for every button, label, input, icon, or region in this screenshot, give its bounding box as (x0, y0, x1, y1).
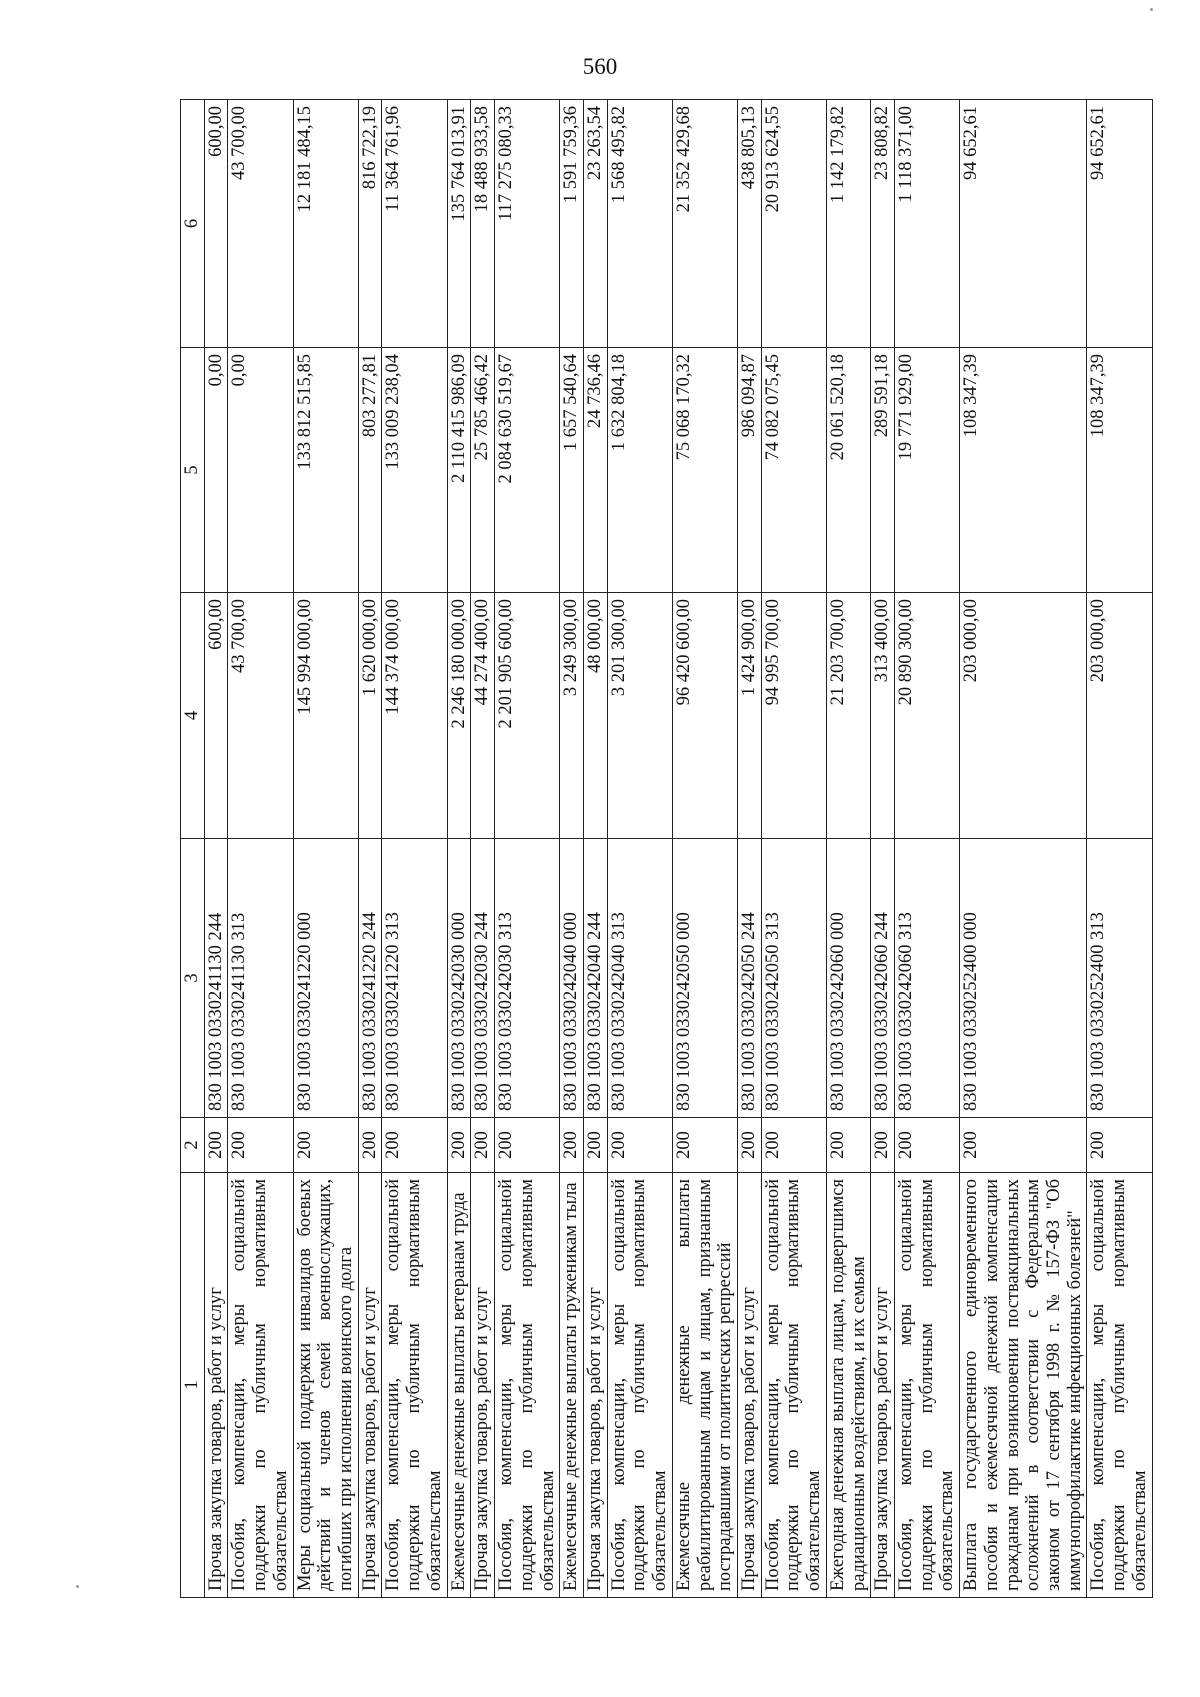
table-row (495, 100, 560, 1598)
cell-col4: 1 424 900,00 (737, 593, 761, 839)
cell-col4: 96 420 600,00 (672, 593, 737, 839)
cell-name: Ежемесячные денежные выплаты труженикам тыла (560, 1173, 584, 1598)
cell-col4: 145 994 000,00 (293, 593, 358, 839)
scan-speck (1150, 8, 1153, 11)
table-row (447, 100, 471, 1598)
cell-classification: 830 1003 0330242050 313 (761, 839, 826, 1118)
cell-col4: 203 000,00 (960, 593, 1087, 839)
table-row (204, 100, 228, 1598)
rotated-table-container (180, 100, 1150, 1598)
header-col-4: 4 (181, 593, 205, 839)
table-row (895, 100, 960, 1598)
cell-classification: 830 1003 0330242030 244 (471, 839, 495, 1118)
table-body (204, 100, 1152, 1598)
cell-name: Пособия, компенсации, меры социальной поддержки по публичным нормативным обязательствам (1087, 1173, 1152, 1598)
cell-col6: 21 352 429,68 (672, 100, 737, 348)
cell-code: 200 (672, 1118, 737, 1173)
cell-name: Прочая закупка товаров, работ и услуг (583, 1173, 607, 1598)
cell-classification: 830 1003 0330241220 244 (358, 839, 382, 1118)
cell-col4: 144 374 000,00 (382, 593, 447, 839)
cell-col6: 43 700,00 (228, 100, 293, 348)
cell-name: Ежемесячные денежные выплаты реабилитированным лицам и лицам, признанным пострадавшими от политических репрессий (672, 1173, 737, 1598)
cell-col5: 986 094,87 (737, 348, 761, 593)
cell-col5: 289 591,18 (871, 348, 895, 593)
cell-classification: 830 1003 0330242060 244 (871, 839, 895, 1118)
table-row (761, 100, 826, 1598)
cell-name: Прочая закупка товаров, работ и услуг (471, 1173, 495, 1598)
cell-code: 200 (1087, 1118, 1152, 1173)
cell-col6: 23 263,54 (583, 100, 607, 348)
cell-classification: 830 1003 0330242060 000 (826, 839, 870, 1118)
table-row (293, 100, 358, 1598)
cell-col5: 1 657 540,64 (560, 348, 584, 593)
table-row (560, 100, 584, 1598)
cell-classification: 830 1003 0330241130 313 (228, 839, 293, 1118)
cell-code: 200 (495, 1118, 560, 1173)
cell-col5: 74 082 075,45 (761, 348, 826, 593)
cell-classification: 830 1003 0330252400 313 (1087, 839, 1152, 1118)
cell-name: Прочая закупка товаров, работ и услуг (737, 1173, 761, 1598)
scan-speck (76, 1585, 79, 1588)
header-col-2: 2 (181, 1118, 205, 1173)
table-row (737, 100, 761, 1598)
table-row (607, 100, 672, 1598)
cell-col4: 2 201 905 600,00 (495, 593, 560, 839)
cell-col4: 20 890 300,00 (895, 593, 960, 839)
table-row (1087, 100, 1152, 1598)
table-row (358, 100, 382, 1598)
cell-classification: 830 1003 0330242050 000 (672, 839, 737, 1118)
cell-col6: 18 488 933,58 (471, 100, 495, 348)
table-row (826, 100, 870, 1598)
cell-col5: 0,00 (228, 348, 293, 593)
cell-col4: 43 700,00 (228, 593, 293, 839)
cell-col5: 75 068 170,32 (672, 348, 737, 593)
cell-classification: 830 1003 0330241220 313 (382, 839, 447, 1118)
cell-code: 200 (607, 1118, 672, 1173)
cell-col5: 2 084 630 519,67 (495, 348, 560, 593)
cell-code: 200 (826, 1118, 870, 1173)
cell-col6: 1 118 371,00 (895, 100, 960, 348)
cell-name: Прочая закупка товаров, работ и услуг (871, 1173, 895, 1598)
cell-col6: 135 764 013,91 (447, 100, 471, 348)
header-col-1: 1 (181, 1173, 205, 1598)
cell-col5: 108 347,39 (960, 348, 1087, 593)
cell-col6: 12 181 484,15 (293, 100, 358, 348)
cell-code: 200 (228, 1118, 293, 1173)
header-col-3: 3 (181, 839, 205, 1118)
cell-col5: 2 110 415 986,09 (447, 348, 471, 593)
cell-classification: 830 1003 0330241220 000 (293, 839, 358, 1118)
table-row (382, 100, 447, 1598)
page-number: 560 (582, 54, 618, 79)
cell-col5: 803 277,81 (358, 348, 382, 593)
cell-classification: 830 1003 0330242030 313 (495, 839, 560, 1118)
cell-col5: 108 347,39 (1087, 348, 1152, 593)
cell-code: 200 (447, 1118, 471, 1173)
cell-col4: 313 400,00 (871, 593, 895, 839)
cell-col4: 600,00 (204, 593, 228, 839)
cell-classification: 830 1003 0330241130 244 (204, 839, 228, 1118)
cell-col6: 816 722,19 (358, 100, 382, 348)
cell-col4: 3 201 300,00 (607, 593, 672, 839)
cell-col6: 1 591 759,36 (560, 100, 584, 348)
cell-classification: 830 1003 0330242030 000 (447, 839, 471, 1118)
cell-col5: 0,00 (204, 348, 228, 593)
cell-col5: 24 736,46 (583, 348, 607, 593)
cell-code: 200 (560, 1118, 584, 1173)
cell-name: Пособия, компенсации, меры социальной поддержки по публичным нормативным обязательствам (895, 1173, 960, 1598)
cell-col4: 94 995 700,00 (761, 593, 826, 839)
cell-code: 200 (204, 1118, 228, 1173)
cell-col6: 94 652,61 (960, 100, 1087, 348)
cell-code: 200 (737, 1118, 761, 1173)
cell-col6: 20 913 624,55 (761, 100, 826, 348)
cell-name: Пособия, компенсации, меры социальной поддержки по публичным нормативным обязательствам (607, 1173, 672, 1598)
cell-col4: 203 000,00 (1087, 593, 1152, 839)
cell-name: Пособия, компенсации, меры социальной поддержки по публичным нормативным обязательствам (761, 1173, 826, 1598)
cell-name: Пособия, компенсации, меры социальной поддержки по публичным нормативным обязательствам (228, 1173, 293, 1598)
cell-code: 200 (293, 1118, 358, 1173)
header-col-6: 6 (181, 100, 205, 348)
cell-classification: 830 1003 0330252400 000 (960, 839, 1087, 1118)
table-row (672, 100, 737, 1598)
cell-name: Ежегодная денежная выплата лицам, подвергшимся радиационным воздействиям, и их семьям (826, 1173, 870, 1598)
cell-col5: 25 785 466,42 (471, 348, 495, 593)
cell-code: 200 (382, 1118, 447, 1173)
cell-col6: 94 652,61 (1087, 100, 1152, 348)
header-col-5: 5 (181, 348, 205, 593)
header-row (181, 100, 205, 1598)
cell-code: 200 (895, 1118, 960, 1173)
cell-col6: 11 364 761,96 (382, 100, 447, 348)
cell-col4: 2 246 180 000,00 (447, 593, 471, 839)
cell-col6: 1 568 495,82 (607, 100, 672, 348)
table-row (583, 100, 607, 1598)
cell-classification: 830 1003 0330242040 313 (607, 839, 672, 1118)
cell-col5: 133 812 515,85 (293, 348, 358, 593)
table-row (871, 100, 895, 1598)
cell-code: 200 (471, 1118, 495, 1173)
cell-col5: 19 771 929,00 (895, 348, 960, 593)
cell-name: Ежемесячные денежные выплаты ветеранам труда (447, 1173, 471, 1598)
cell-col4: 44 274 400,00 (471, 593, 495, 839)
cell-name: Пособия, компенсации, меры социальной поддержки по публичным нормативным обязательствам (382, 1173, 447, 1598)
cell-code: 200 (583, 1118, 607, 1173)
cell-classification: 830 1003 0330242060 313 (895, 839, 960, 1118)
table-row (228, 100, 293, 1598)
cell-code: 200 (960, 1118, 1087, 1173)
cell-col4: 21 203 700,00 (826, 593, 870, 839)
cell-col4: 48 000,00 (583, 593, 607, 839)
cell-col6: 23 808,82 (871, 100, 895, 348)
cell-code: 200 (358, 1118, 382, 1173)
cell-col6: 117 275 080,33 (495, 100, 560, 348)
cell-col6: 1 142 179,82 (826, 100, 870, 348)
cell-name: Пособия, компенсации, меры социальной поддержки по публичным нормативным обязательствам (495, 1173, 560, 1598)
table-row (471, 100, 495, 1598)
budget-table (180, 99, 1153, 1598)
cell-col6: 438 805,13 (737, 100, 761, 348)
cell-col5: 133 009 238,04 (382, 348, 447, 593)
cell-col4: 1 620 000,00 (358, 593, 382, 839)
table-row (960, 100, 1087, 1598)
cell-name: Выплата государственного единовременного пособия и ежемесячной денежной компенсации гражданам при возникновении поствакцинальных осложнений в соответствии с Федеральным законом от 17 сентября 1998 г. № 157-ФЗ "Об иммунопрофилактике инфекционных болезней" (960, 1173, 1087, 1598)
cell-name: Меры социальной поддержки инвалидов боевых действий и членов семей военнослужащих, погибших при исполнении воинского долга (293, 1173, 358, 1598)
cell-code: 200 (761, 1118, 826, 1173)
cell-name: Прочая закупка товаров, работ и услуг (358, 1173, 382, 1598)
cell-col4: 3 249 300,00 (560, 593, 584, 839)
cell-col6: 600,00 (204, 100, 228, 348)
cell-classification: 830 1003 0330242040 244 (583, 839, 607, 1118)
cell-col5: 20 061 520,18 (826, 348, 870, 593)
cell-name: Прочая закупка товаров, работ и услуг (204, 1173, 228, 1598)
cell-col5: 1 632 804,18 (607, 348, 672, 593)
cell-classification: 830 1003 0330242050 244 (737, 839, 761, 1118)
cell-classification: 830 1003 0330242040 000 (560, 839, 584, 1118)
cell-code: 200 (871, 1118, 895, 1173)
